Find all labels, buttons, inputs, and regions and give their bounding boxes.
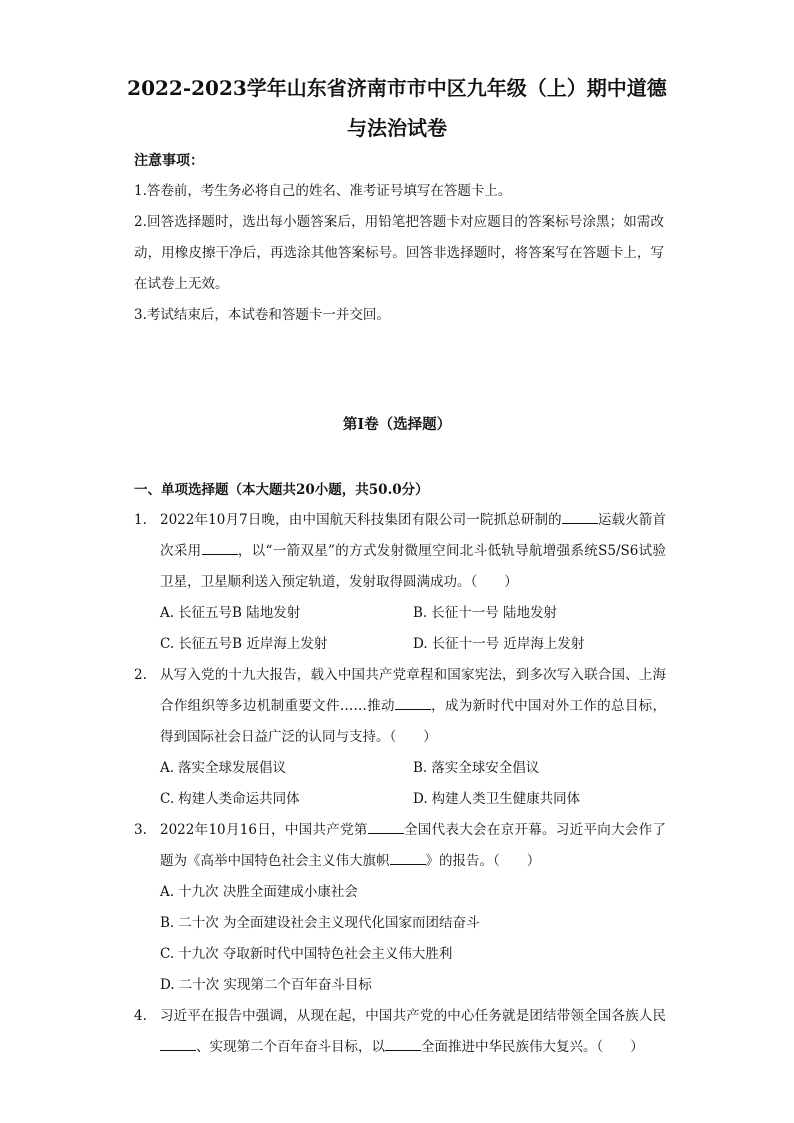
question-3 — [134, 815, 666, 1001]
answer-blank — [390, 850, 426, 865]
question-list — [134, 505, 666, 1063]
question-number: 2. — [134, 667, 147, 683]
answer-blank — [385, 1036, 421, 1051]
option-b: B. 长征十一号 陆地发射 — [413, 605, 558, 621]
option-a: A. 落实全球发展倡议 — [160, 760, 287, 776]
notice-item: 2.回答选择题时，选出每小题答案后，用铅笔把答题卡对应题目的答案标号涂黑；如需改动，用橡皮擦干净后，再选涂其他答案标号。回答非选择题时，将答案写在答题卡上，写在试卷上无效。 — [134, 214, 664, 292]
part-heading: 一、单项选择题（本大题共20小题，共50.0分） — [134, 482, 429, 498]
question-stem — [160, 660, 666, 753]
option-a: A. 长征五号B 陆地发射 — [160, 605, 301, 621]
question-number: 4. — [134, 1008, 147, 1024]
question-number: 1. — [134, 512, 147, 528]
question-2 — [134, 660, 666, 815]
stem-text: 2022年10月16日，中国共产党第 — [160, 822, 368, 838]
question-4 — [134, 1001, 666, 1063]
option-b: B. 落实全球安全倡议 — [413, 760, 540, 776]
question-stem — [160, 505, 666, 598]
question-1 — [134, 505, 666, 660]
option-d: D. 二十次 实现第二个百年奋斗目标 — [160, 977, 372, 993]
stem-text: ，成为新时代中国对外工作的总目标，得到国际社会日益广泛的认同与支持。（ ） — [160, 698, 667, 745]
stem-text: 2022年10月7日晚，由中国航天科技集团有限公司一院抓总研制的 — [160, 512, 562, 528]
stem-text: 从写入党的十九大报告，载入中国共产党章程和国家宪法，到多次写入联合国、上海合作组织等多边机制重要文件……推动 — [160, 667, 666, 714]
stem-text: 全面推进中华民族伟大复兴。（ ） — [421, 1039, 644, 1055]
option-d: D. 构建人类卫生健康共同体 — [413, 791, 581, 807]
option-c: C. 构建人类命运共同体 — [160, 791, 300, 807]
section-title: 第Ⅰ卷（选择题） — [342, 416, 452, 433]
answer-blank — [395, 695, 431, 710]
answer-blank — [368, 819, 404, 834]
question-stem — [160, 1001, 666, 1063]
options — [160, 753, 666, 815]
notice-item: 1.答卷前，考生务必将自己的姓名、准考证号填写在答题卡上。 — [134, 183, 512, 199]
notice-heading: 注意事项： — [134, 153, 204, 169]
question-number: 3. — [134, 822, 147, 838]
stem-text: ，以“一箭双星”的方式发射微厘空间北斗低轨导航增强系统S5/S6试验卫星，卫星顺利送入预定轨道，发射取得圆满成功。（ ） — [160, 543, 666, 590]
stem-text: 、实现第二个百年奋斗目标，以 — [196, 1039, 385, 1055]
option-d: D. 长征十一号 近岸海上发射 — [413, 636, 585, 652]
option-b: B. 二十次 为全面建设社会主义现代化国家而团结奋斗 — [160, 915, 480, 931]
options — [160, 877, 666, 1001]
notice-list — [134, 176, 664, 331]
options — [160, 598, 666, 660]
option-c: C. 长征五号B 近岸海上发射 — [160, 636, 328, 652]
stem-text: 》的报告。（ ） — [425, 853, 541, 869]
answer-blank — [202, 540, 238, 555]
answer-blank — [562, 509, 598, 524]
notice-item: 3.考试结束后，本试卷和答题卡一并交回。 — [134, 307, 390, 323]
answer-blank — [160, 1036, 196, 1051]
option-a: A. 十九次 决胜全面建成小康社会 — [160, 884, 358, 900]
stem-text: 习近平在报告中强调，从现在起，中国共产党的中心任务就是团结带领全国各族人民 — [160, 1008, 666, 1024]
question-stem — [160, 815, 666, 877]
stem-text: 运载火箭首次采用 — [160, 512, 667, 559]
option-c: C. 十九次 夺取新时代中国特色社会主义伟大胜利 — [160, 946, 453, 962]
stem-text: 全国代表大会在京开幕。习近平向大会作了题为《高举中国特色社会主义伟大旗帜 — [160, 822, 666, 869]
document-title: 2022-2023学年山东省济南市市中区九年级（上）期中道德与法治试卷 — [127, 76, 667, 140]
